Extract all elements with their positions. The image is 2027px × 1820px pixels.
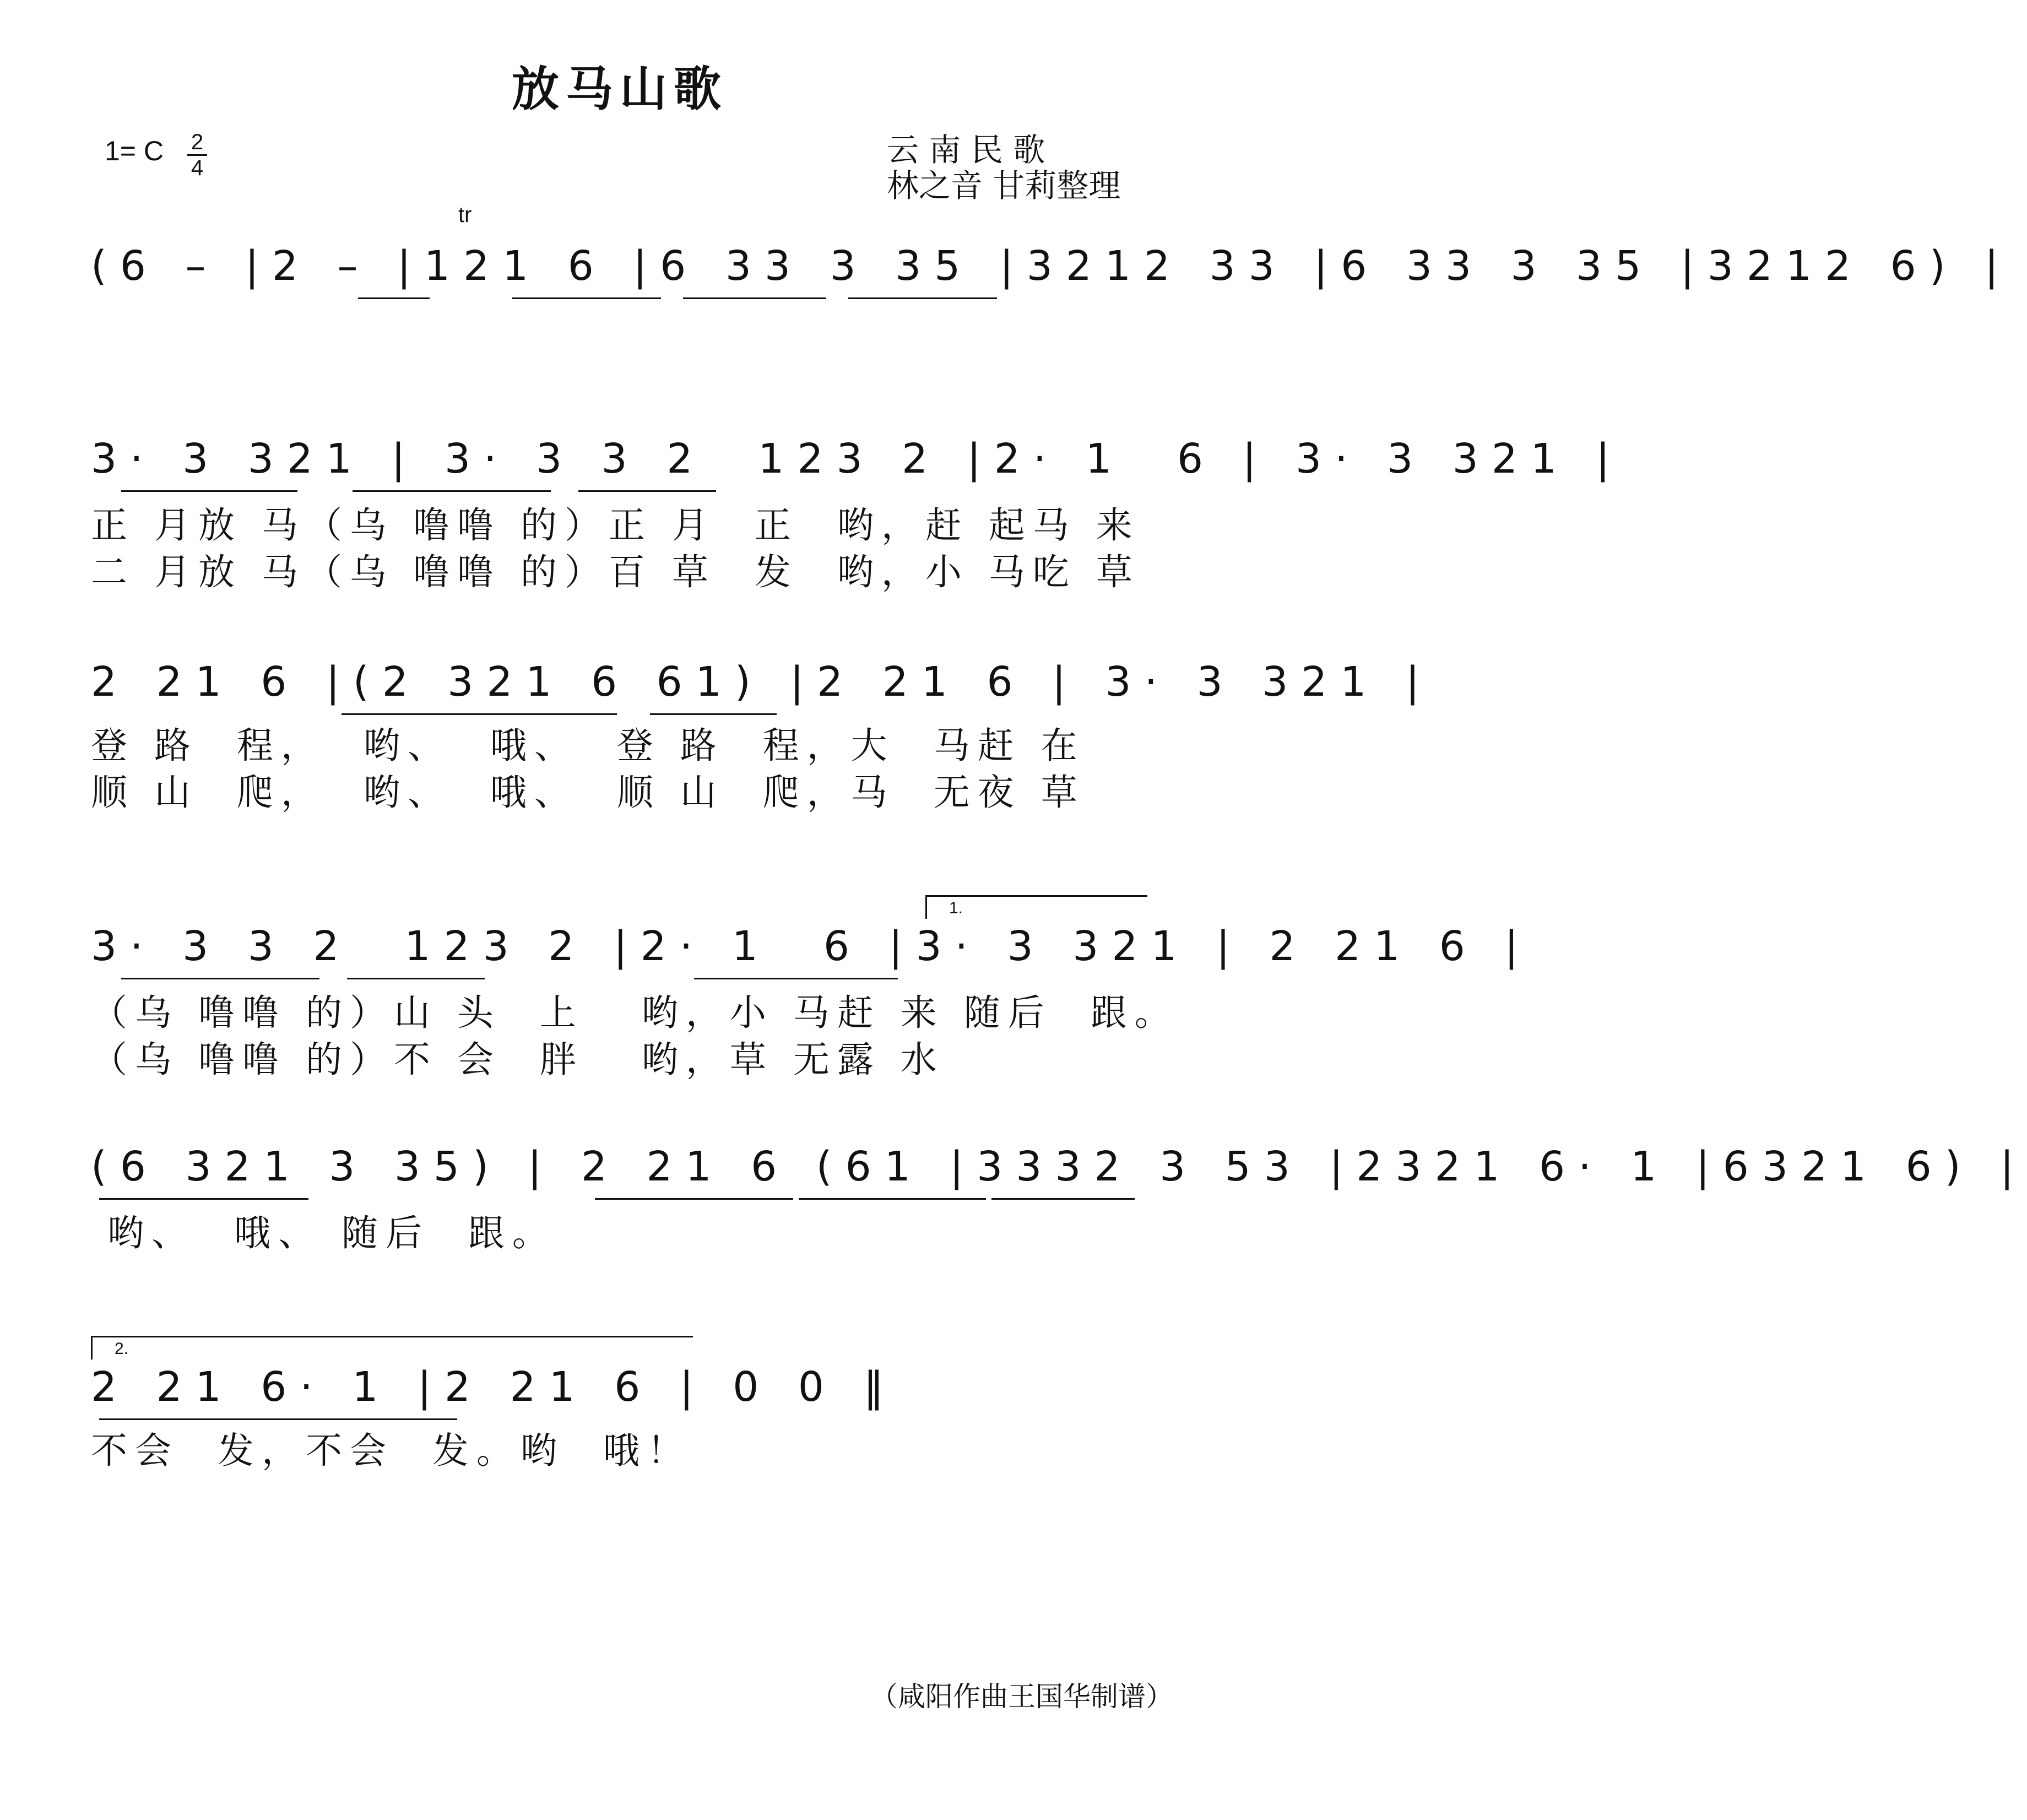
origin-credit: 云 南 民 歌: [887, 131, 1045, 169]
volta-2: 2.: [91, 1336, 693, 1359]
arranger-credit: 林之音 甘莉整理: [887, 167, 1121, 204]
time-signature: [187, 131, 207, 179]
notation-row-4: 3· 3 3 2 123 2 |2· 1 6 |3· 3 321 | 2 21 6 |: [91, 923, 1532, 970]
time-signature-top: 2: [191, 130, 204, 154]
notation-row-3: 2 21 6 |(2 321 6 61) |2 21 6 | 3· 3 321 |: [91, 658, 1433, 706]
lyric-row-3-verse-1: 登 路 程， 哟、 哦、 登 路 程，大 马赶 在: [91, 724, 1085, 767]
song-title: 放马山歌: [512, 61, 728, 117]
notation-row-6: 2 21 6· 1 |2 21 6 | 0 0 ‖: [91, 1363, 897, 1411]
notation-row-5: (6 321 3 35) | 2 21 6 (61 |3332 3 53 |2321 6· 1 |6321 6) |: [91, 1143, 2027, 1190]
lyric-row-3-verse-2: 顺 山 爬， 哟、 哦、 顺 山 爬，马 无夜 草: [91, 771, 1085, 814]
trill-mark: tr: [458, 203, 472, 227]
volta-1: 1.: [925, 895, 1147, 919]
lyric-row-2-verse-1: 正 月放 马（乌 噜噜 的）正 月 正 哟，赶 起马 来: [91, 504, 1140, 546]
notation-row-2: 3· 3 321 | 3· 3 3 2 123 2 |2· 1 6 | 3· 3 321 |: [91, 435, 1623, 483]
footer-credit: （咸阳作曲王国华制谱）: [870, 1681, 1173, 1713]
lyric-row-4-verse-1: （乌 噜噜 的）山 头 上 哟，小 马赶 来 随后 跟。: [91, 992, 1179, 1034]
time-signature-bottom: 4: [191, 156, 204, 180]
lyric-row-5: 哟、 哦、 随后 跟。: [107, 1212, 556, 1254]
lyric-row-6: 不会 发，不会 发。哟 哦！: [91, 1429, 691, 1472]
notation-row-1: (6 – |2 – |121 6 |6 33 3 35 |3212 33 |6 33 3 35 |3212 6) |: [91, 242, 2012, 290]
lyric-row-2-verse-2: 二 月放 马（乌 噜噜 的）百 草 发 哟，小 马吃 草: [91, 551, 1140, 593]
lyric-row-4-verse-2: （乌 噜噜 的）不 会 胖 哟，草 无露 水: [91, 1038, 945, 1081]
key-signature: 1= C: [105, 136, 164, 166]
